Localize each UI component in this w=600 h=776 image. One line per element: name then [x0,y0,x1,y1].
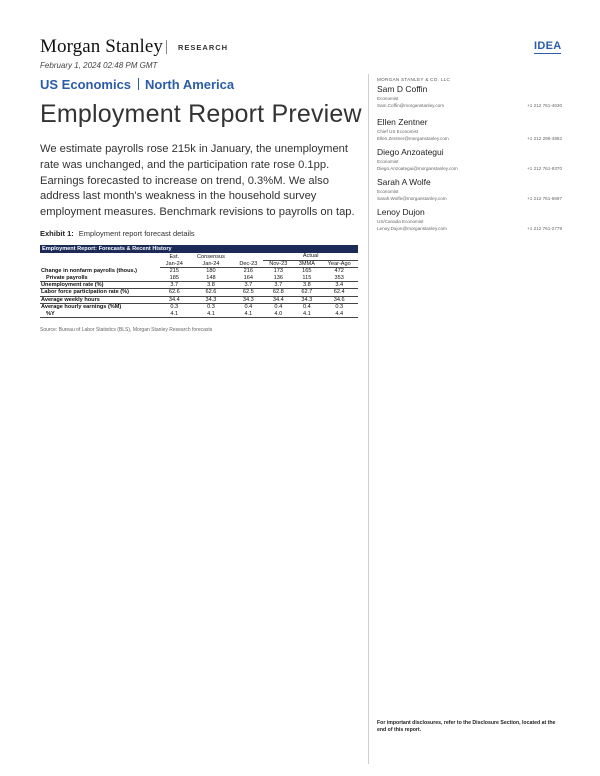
analyst-email[interactable]: Ellen.Zentner@morganstanley.com [377,136,449,141]
col-header: Nov-23 [263,260,293,267]
table-row [40,304,358,311]
table-cell: 4.1 [160,311,189,318]
column-group-row [40,253,358,260]
col-group-actual: Actual [263,253,358,260]
analyst-phone: +1 212 761-4630 [527,103,562,108]
table-cell: 34.3 [233,296,263,303]
analyst-name: Sarah A Wolfe [377,177,431,187]
table-cell: 148 [206,274,216,281]
row-label: Average hourly earnings (%M) [40,304,160,311]
table-cell: 180 [206,268,216,275]
table-cell: 115 [302,274,312,281]
analyst-role: Chief US Economist [377,129,419,134]
analyst-name: Lenoy Dujon [377,207,425,217]
col-header: 3MMA [293,260,320,267]
row-label: %Y [40,311,160,318]
employment-forecast-table [40,245,358,318]
table-cell: 62.8 [263,289,293,296]
table-cell: 34.4 [160,296,189,303]
table-cell: 3.8 [293,282,320,289]
table-row [40,275,358,282]
table-title: Employment Report: Forecasts & Recent History [40,245,358,253]
analyst-phone: +1 212 296-4882 [527,136,562,141]
table-title-row [40,245,358,253]
row-label: Average weekly hours [40,296,160,303]
table-cell: 185 [169,274,179,281]
table-cell: 3.7 [160,282,189,289]
table-row [40,268,358,275]
morgan-stanley-logo: Morgan Stanley [40,36,163,57]
table-cell: 472 [334,268,344,275]
table-cell: 62.6 [189,289,234,296]
exhibit-label: Exhibit 1: [40,229,74,238]
col-header: Jan-24 [160,260,189,267]
table-cell: 4.0 [263,311,293,318]
analyst-card [377,207,562,231]
analyst-phone: +1 212 761-6697 [527,196,562,201]
analyst-name: Ellen Zentner [377,117,428,127]
idea-badge: IDEA [534,40,562,52]
table-cell: 34.3 [293,296,320,303]
analyst-email[interactable]: Sam.Coffin@morganstanley.com [377,103,445,108]
table-cell: 165 [302,268,312,275]
analyst-card [377,117,562,141]
column-header-row [40,260,358,267]
table-cell: 0.3 [160,304,189,311]
table-cell: 3.8 [189,282,234,289]
topic-north-america[interactable]: North America [145,77,235,92]
table-cell: 34.4 [263,296,293,303]
analyst-role: US/Canada Economist [377,219,424,224]
analyst-email[interactable]: Lenoy.Dujon@morganstanley.com [377,226,447,231]
table-cell: 353 [334,274,344,281]
exhibit-caption [40,229,195,238]
table-source-note: Source: Bureau of Labor Statistics (BLS), Morgan Stanley Research forecasts [40,327,213,333]
report-title: Employment Report Preview [40,100,362,128]
table-cell: 3.7 [233,282,263,289]
col-group-consensus: Consensus [196,253,225,260]
col-header: Jan-24 [189,260,234,267]
table-cell: 4.4 [320,311,358,318]
table-cell: 4.1 [233,311,263,318]
analyst-email[interactable]: Sarah.Wolfe@morganstanley.com [377,196,447,201]
row-label: Labor force participation rate (%) [40,289,160,296]
research-label: RESEARCH [178,43,229,52]
table-cell: 3.7 [263,282,293,289]
table-row [40,296,358,303]
table-cell: 0.4 [263,304,293,311]
analyst-phone: +1 212 761-9370 [527,166,562,171]
analyst-name: Diego Anzoategui [377,147,444,157]
table-cell: 0.4 [233,304,263,311]
col-header: Dec-23 [233,260,263,267]
analyst-role: Economist [377,159,399,164]
table-cell: 3.4 [320,282,358,289]
table-cell: 136 [273,274,283,281]
sidebar-divider [368,74,369,764]
table-row [40,289,358,296]
disclosure-note: For important disclosures, refer to the Disclosure Section, located at the end of this report. [377,720,556,733]
table-cell: 0.3 [189,304,234,311]
topic-separator [138,78,139,90]
exhibit-caption-text: Employment report forecast details [78,229,195,238]
table-cell: 4.1 [293,311,320,318]
table-cell: 62.4 [320,289,358,296]
header-divider [166,40,167,54]
table-row [40,311,358,318]
table-cell: 4.1 [189,311,234,318]
analyst-card [377,147,562,171]
analyst-name: Sam D Coffin [377,84,428,94]
analyst-card [377,177,562,201]
row-label: Change in nonfarm payrolls (thous.) [41,267,138,274]
col-header: Year-Ago [320,260,358,267]
report-summary: We estimate payrolls rose 215k in January, the unemployment rate was unchanged, and the participation rate rose 0.1pp. Earnings forecasted to increase on trend, 0.3%M. We also address last month's weakness in the household survey employment measures. Benchmark revisions to payrolls on tap. [40,143,355,219]
table-cell: 0.4 [293,304,320,311]
analyst-phone: +1 212 761-2779 [527,226,562,231]
table-cell: 62.6 [160,289,189,296]
topic-breadcrumb [40,77,234,92]
table-cell: 216 [243,268,254,275]
col-group-est: Est. [169,253,180,260]
table-row [40,282,358,289]
publish-date: February 1, 2024 02:48 PM GMT [40,61,158,70]
topic-us-economics[interactable]: US Economics [40,77,132,92]
table-cell: 34.3 [189,296,234,303]
row-label: Unemployment rate (%) [40,282,160,289]
firm-name: MORGAN STANLEY & CO. LLC [377,77,451,82]
table-cell: 173 [273,268,283,275]
table-cell: 164 [243,274,254,281]
table-cell: 62.5 [233,289,263,296]
table-cell: 34.6 [320,296,358,303]
analyst-role: Economist [377,189,399,194]
table-cell: 215 [169,268,179,275]
analyst-email[interactable]: Diego.Anzoategui@morganstanley.com [377,166,458,171]
analyst-card [377,84,562,108]
table-cell: 62.7 [293,289,320,296]
row-label: Private payrolls [46,274,88,281]
analyst-role: Economist [377,96,399,101]
table-cell: 0.3 [320,304,358,311]
